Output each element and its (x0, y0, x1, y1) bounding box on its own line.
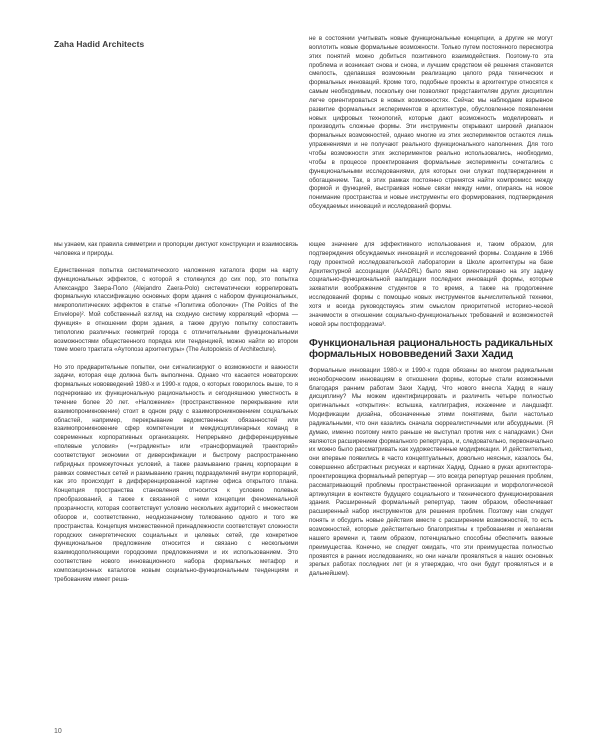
paragraph: ющее значение для эффективного использования и, таким образом, для подтверждения обсуждаемых инноваций и исследований формы. Создание в 1966 году проектной исследовательской лаборатории в Школе архитектуры на базе Архитектурной ассоциации (AAADRL) было явно ориентировано на эту задачу социально-функциональной валидации последних инноваций формы, которые захватили воображение студентов в то время, а также на продолжение исследований формы с помощью новых инструментов вычислительной техники, хотя и всегда руководствуясь этим смыслом приоритетной историко-ческой значимости в отношении социально-функциональных требований и возможностей новой эры постфордизма³. (309, 241, 553, 328)
paragraph: не в состоянии учитывать новые функциональные концепции, а другие не могут воплотить новые формальные возможности. Только путем постоянного пересмотра этих понятий можно добиться позитивного взаимодействия. Поэтому-то эта проблема и возникает снова и снова, и лучшим средством её решения становится смелость, сделавшая возможным реализацию целого ряда технических и формальных инноваций. Кроме того, подобные проекты в архитектуре относятся к самым необходимым, поскольку они позволяют представителям других дисциплин легче ориентироваться в новых возможностях. Сейчас мы наблюдаем взрывное развитие формальных экспериментов в архитектуре, обусловленное появлением новых цифровых технологий, которые дают возможность моделировать и производить сложные формы. Эти инструменты открывают широкий диапазон формальных возможностей, однако многие из этих экспериментов остаются лишь упражнениями и не получают реального функционального наполнения. Для того чтобы возможности этих экспериментов реально использовались, необходимо, чтобы в процессе проектирования формальные эксперименты сочетались с функциональными исследованиями, для которых они служат подтверждением и обогащением. Так, в этих рамках постоянно стремятся найти компромисс между формой и функцией, выстраивая новые связи между ними, опираясь на новое понимание пространства и новые инструменты его формирования, подтверждения обсуждаемых инноваций и исследований формы. (309, 35, 553, 211)
running-header: Zaha Hadid Architects (54, 39, 145, 49)
paragraph: Единственная попытка систематического наложения каталога форм на карту функциональных эффектов, с которой я столкнулся до сих пор, это попытка Александро Заера-Поло (Alejandro Zaera-Polo) систематически коррелировать формальную классификацию основных форм здания с набором функциональных, микрополитических эффектов в статье «Политика оболочки» (The Politics of the Envelope)². Мой собственный взгляд на сходную систему корреляций «форма — функция» в отношении форм здания, а также другую попытку сопоставить типологию различных геометрий города с отличительными функциональными возможностями общественного порядка или тенденцией, можно найти во втором томе моего трактата «Аутопоэз архитектуры» (The Autopoiesis of Architecture). (54, 266, 298, 354)
section-heading: Функциональная рациональность радикальных формальных нововведений Захи Хадид (309, 337, 553, 361)
page-number: 10 (54, 728, 62, 735)
left-text-column (54, 241, 298, 585)
paragraph: мы узнаем, как правила симметрии и пропорции диктуют конструкции и взаимосвязь человека и природы. (54, 241, 298, 257)
paragraph: Формальные инновации 1980-х и 1990-х годов обязаны во многом радикальным иконоборческим инновациям в отношении формы, которые стали возможными благодаря ранним работам Захи Хадид. Что нового внесла Хадид в нашу дисциплину? Мы можем идентифицировать и различить четыре полностью оригинальных «открытия»: вспышка, каллиграфия, искажение и ландшафт. Модификации дизайна, обозначенные этими понятиями, были настолько радикальными, что они казались сначала сюрреалистичными или абсурдными. (Я думаю, именно поэтому никто раньше не выступал против них с нападками.) Они являются расширением формального репертуара, и, следовательно, первоначально их можно было рассматривать как художественные модификации. И действительно, они впервые появились в часто концептуальных, довольно неясных, казалось бы, совершенно абстрактных рисунках и картинах Хадид. Однако в руках архитектора-проектировщика формальный репертуар — это всегда репертуар решения проблем, рассматривающий проблемы пространственной организации и морфологической артикуляции в контексте будущего социального и технического функционирования здания. Расширенный формальный репертуар, таким образом, обеспечивает расширенный набор инструментов для решения проблем. Поэтому нам следует понять и обсудить новые действия вместе с расширением возможностей, то есть возможностей, которые действительно благоприятны к требованиям и желаниям нашего времени и, таким образом, потенциально способны обеспечить важные преимущества. Конечно, не следует ожидать, что эти преимущества полностью проявятся в ранних исследованиях, но они начали проявляться в наших основных зрелых работах последних лет (и я утверждаю, что они будут проявляться и в дальнейшем). (309, 366, 553, 578)
right-text-column (309, 241, 553, 579)
paragraph: Но это предварительные попытки, они сигнализируют о возможности и важности задачи, которая еще должна быть выполнена. Однако что касается новаторских формальных нововведений 1980-х и 1990-х годов, о которых говорилось выше, то я подчеркиваю их функциональную рациональность и сегодняшнюю уместность в течение более 20 лет. «Наложение» (пространственное перекрывание или взаимопроникновение) стоит в одном ряду с взаимопроникновением социальных областей, например, перекрывание ведомственных обязанностей или взаимопроникновение сфер компетенции и междисциплинарных команд в современных корпоративных организациях. Непрерывно дифференцируемые «полевые условия» (=«градиенты» или «трансформацией траекторий» соответствуют экономии от диверсификации и быстрому распространению гибридных промежуточных условий, а также размыванию границ корпорации в рамках совместных сетей и размыванию границ подразделений внутри корпораций, как это происходит в дифференцированной картине офиса открытого плана. Концепция пространства становления относится к условию полевых преобразований, а также к связанной с ними концепции феноменальной прозрачности, которая соответствует условию нескольких аудиторий с множеством обзоров и, соответственно, неоднозначному толкованию одного и того же пространства. Концепция множественной принадлежности соответствует сложности городских синергетических социальных и целевых сетей, где конкретное функциональное предложение относится и связано с несколькими взаимодополняющими городскими предложениями и их использованием. Это соответствие нового инновационного набора формальных метафор и композиционных каталогов новым социально-функциональным тенденциям и требованиям имеет реша- (54, 363, 298, 583)
top-text-column (309, 35, 553, 212)
